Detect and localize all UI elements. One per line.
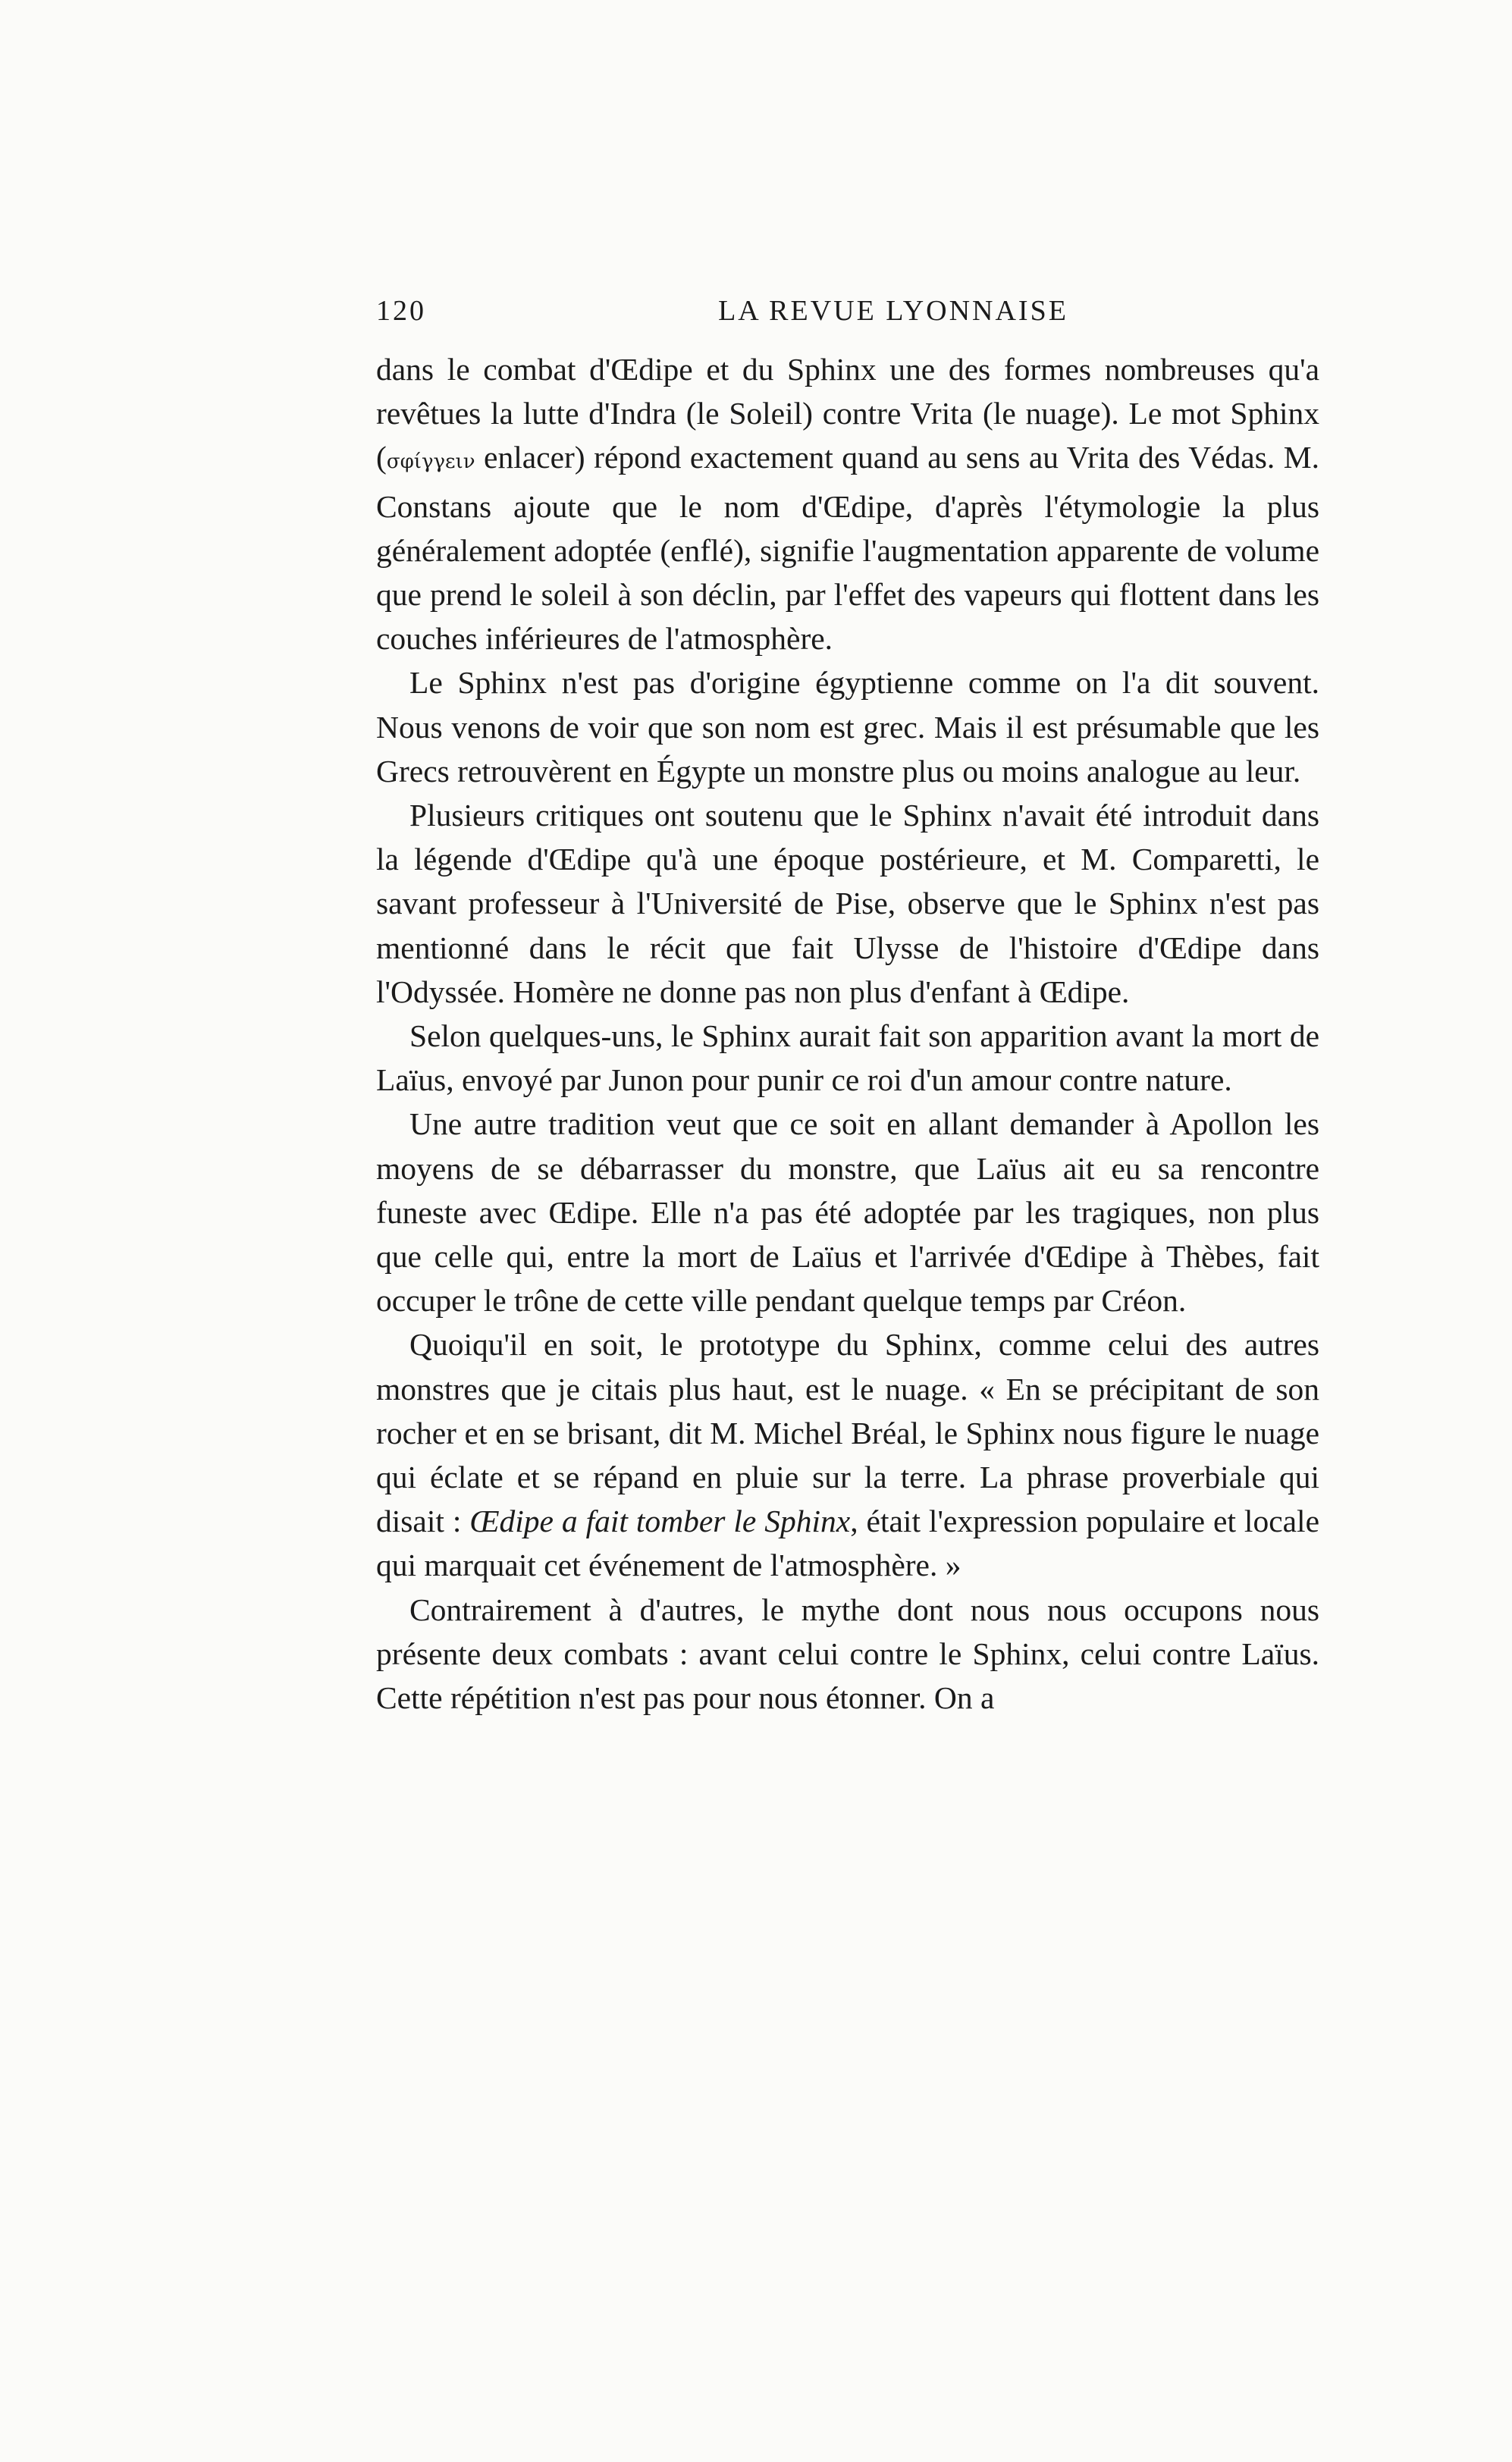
paragraph-1-text-a: dans le combat d'Œdipe et du Sphinx une des formes nombreuses qu'a revêtues la lutte d'Indra (le Soleil) contre Vrita (le nuage). Le mot Sphinx (: [376, 352, 1319, 475]
greek-word: σφίγγειν: [386, 450, 475, 474]
page-number: 120: [376, 295, 426, 327]
running-title: LA REVUE LYONNAISE: [718, 295, 1068, 327]
paragraph-7: Contrairement à d'autres, le mythe dont nous nous occupons nous présente deux combats : avant celui contre le Sphinx, celui contre Laïus. Cette répétition n'est pas pour nous étonner. On a: [376, 1592, 1319, 1716]
paragraph-1: [376, 347, 1319, 660]
paragraph-5: Une autre tradition veut que ce soit en allant demander à Apollon les moyens de se débarrasser du monstre, que Laïus ait eu sa rencontre funeste avec Œdipe. Elle n'a pas été adoptée par les tragiques, non plus que celle qui, entre la mort de Laïus et l'arrivée d'Œdipe à Thèbes, fait occuper le trône de cette ville pendant quelque temps par Créon.: [376, 1106, 1319, 1319]
paragraph-6-text-a: Quoiqu'il en soit, le prototype du Sphinx, comme celui des autres monstres que je citais plus haut, est le nuage. « En se précipitant de son rocher et en se brisant, dit M. Michel Bréal, le Sphinx nous figure le nuage qui éclate et se répand en pluie sur la terre. La phrase proverbiale qui disait :: [376, 1327, 1319, 1539]
paragraph-2: Le Sphinx n'est pas d'origine égyptienne comme on l'a dit souvent. Nous venons de voir que son nom est grec. Mais il est présumable que les Grecs retrouvèrent en Égypte un monstre plus ou moins analogue au leur.: [376, 665, 1319, 789]
proverb-quote: Œdipe a fait tomber le Sphinx: [469, 1504, 851, 1539]
page-header: [376, 294, 1327, 340]
paragraph-1-text-b: enlacer) répond exactement quand au sens au Vrita des Védas. M. Constans ajoute que le nom d'Œdipe, d'après l'étymologie la plus généralement adoptée (enflé), signifie l'augmentation apparente de volume que prend le soleil à son déclin, par l'effet des vapeurs qui flottent dans les couches inférieures de l'atmosphère.: [376, 440, 1319, 657]
paragraph-3: Plusieurs critiques ont soutenu que le Sphinx n'avait été introduit dans la légende d'Œdipe qu'à une époque postérieure, et M. Comparetti, le savant professeur à l'Université de Pise, observe que le Sphinx n'est pas mentionné dans le récit que fait Ulysse de l'histoire d'Œdipe dans l'Odyssée. Homère ne donne pas non plus d'enfant à Œdipe.: [376, 798, 1319, 1009]
paragraph-6-text-b: , était l'expression populaire et locale qui marquait cet événement de l'atmosphère. »: [376, 1504, 1319, 1583]
paragraph-6: [376, 1322, 1319, 1587]
paragraph-4: Selon quelques-uns, le Sphinx aurait fait son apparition avant la mort de Laïus, envoyé par Junon pour punir ce roi d'un amour contre nature.: [376, 1018, 1319, 1098]
body-text: [376, 347, 1319, 1720]
